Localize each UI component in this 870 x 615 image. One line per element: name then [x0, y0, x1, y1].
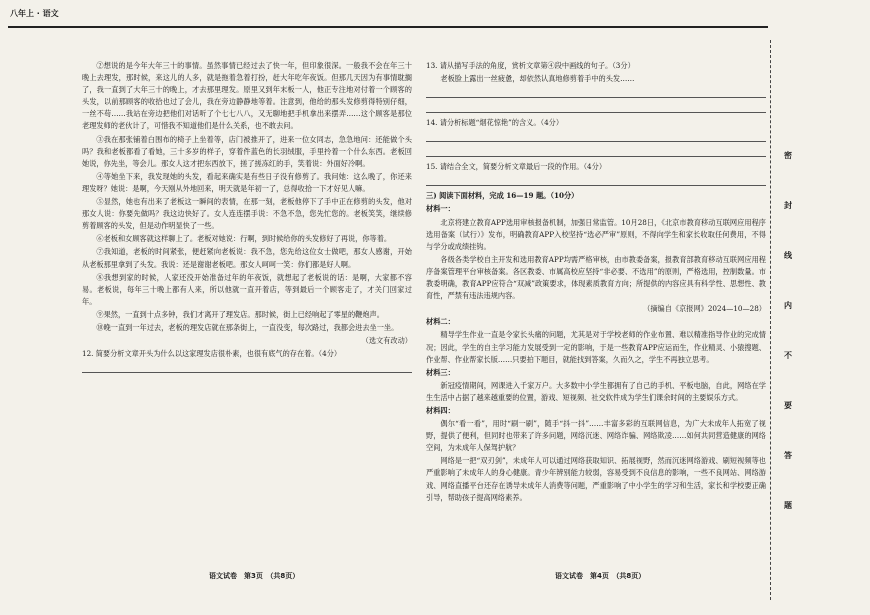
- answer-line[interactable]: [426, 87, 766, 98]
- material-3-para: 新冠疫情期间，网课进入千家万户。大多数中小学生都拥有了自己的手机、平板电脑，自此，网络在学生生活中占据了越来越重要的位置，游戏、短视频、社交软件成为学生们课余时间的主要娱乐方式。: [426, 380, 766, 402]
- seal-char: 不: [784, 351, 792, 360]
- page-number-right: 语文试卷 第4页 （共8页）: [555, 572, 646, 580]
- paragraph-9: ⑨果然，一直到十点多钟，我们才离开了理发店。那时候，街上已经响起了零星的鞭炮声。: [96, 309, 384, 319]
- material-3-title: 材料三：: [426, 367, 455, 377]
- material-1-para: 各级各类学校自主开发和选用教育APP均需严格审核，由市教委备案，报教育部教育移动互联网应用程序备案管理平台审核备案。各区教委、市属高校应坚持“非必要、不选用”的原则，严格选用，控制数量。市教委明确，教育APP应符合“双减”政策要求，体现素质教育方向；所提供的内容应具有科学性、思想性、教育性，严禁有违法违规内容。: [426, 254, 766, 301]
- seal-char: 密: [784, 151, 792, 160]
- seal-char: 题: [784, 501, 792, 510]
- answer-line[interactable]: [82, 362, 412, 373]
- paragraph-3: ③我在那张铺着白围布的椅子上坐着等，店门被推开了，进来一位女同志，急急地问：还能做个头吗？我和老板都看了看她，三十多岁的样子，穿着件蓝色的长羽绒服，手里拎着一个什么东西。老板回她说，你先坐，等会儿。那女人这才把东西放下，搓了搓冻红的手，笑着说：外面好冷啊。: [82, 134, 412, 168]
- seal-char: 线: [784, 251, 792, 260]
- section-3-heading: 三) 阅读下面材料，完成 16—19 题。（10分）: [426, 191, 579, 201]
- question-14: 14. 请分析标题“烟花惊艳”的含义。（4分）: [426, 118, 564, 128]
- paragraph-4: ④等她坐下来，我发现她的头发，看起来确实是有些日子没有修剪了。我问她：这么晚了，你还来理发呀？她说：是啊，今天刚从外地回来，明天就是年初一了，总得收拾一下才好见人嘛。: [82, 171, 412, 193]
- left-column: [82, 60, 412, 550]
- question-15: 15. 请结合全文，简要分析文章最后一段的作用。（4分）: [426, 162, 607, 172]
- seal-char: 答: [784, 451, 792, 460]
- paragraph-6: ⑥老板和女顾客就这样聊上了。老板对她说：行啊，到时候给你的头发修好了再说，你等着。: [96, 234, 392, 244]
- material-1-title: 材料一：: [426, 204, 455, 214]
- material-1-source: （摘编自《京报网》2024—10—28）: [643, 304, 766, 314]
- question-12: 12. 简要分析文章开头为什么以这家理发店很朴素，也很有底气的存在着。（4分）: [82, 349, 342, 359]
- paragraph-8: ⑧我想到家的时候，人家还没开始准备过年的年夜饭，就想起了老板说的话：是啊，大家都不容易。老板说，每年三十晚上都有人来，所以他就一直开着店，等到最后一个顾客走了，才关门回家过年。: [82, 272, 412, 306]
- seal-char: 要: [784, 401, 792, 410]
- binding-line: [770, 40, 771, 600]
- page-header: 八年上 · 语文: [10, 9, 59, 18]
- material-4-title: 材料四：: [426, 405, 455, 415]
- material-4-para: 偶尔“看一看”，用时“刷一刷”，随手“抖一抖”……丰富多彩的互联网信息，为广大未成年人拓宽了视野，提供了便利，但同时也带来了许多问题，网络沉迷、网络诈骗、网络欺凌……如何共同营造健康的网络空间，为未成年人保驾护航？: [426, 419, 766, 453]
- seal-char: 内: [784, 301, 792, 310]
- answer-line[interactable]: [426, 131, 766, 142]
- page-number-left: 语文试卷 第3页 （共8页）: [209, 572, 300, 580]
- paragraph-5: ⑤显然，她也有出来了老板这一瞬间的表情，在那一刻，老板他停下了手中正在修剪的头发，他对那女人说：你要先做吗？我这边快好了。女人连连摆手说：不急不急，您先忙您的。老板笑笑，继续修剪着顾客的头发，但是动作明显快了一些。: [82, 197, 412, 231]
- paragraph-7: ⑦我知道，老板的时间紧张，便赶紧向老板说：我不急，您先给这位女士做吧，那女人感谢，开始从老板那里拿到了头发。我说：还是谢谢老板吧。那女人呵呵一笑：你们都是好人啊。: [82, 247, 412, 269]
- paragraph-10: ⑩晚一直到一年过去，老板的理发店就在那条街上，一直没变，每次路过，我都会进去坐一坐。: [96, 322, 399, 332]
- question-13: 13. 请从描写手法的角度，赏析文章第④段中画线的句子。（3分）: [426, 61, 635, 70]
- material-2-title: 材料二：: [426, 317, 455, 327]
- paragraph-2: ②想说的是今年大年三十的事情。虽然事情已经过去了快一年，但印象很深。一般我不会在年三十晚上去理发，那时候，来这儿的人多，就是拖着急着打扮，赶大年吃年夜饭。但那几天因为有事情耽搁了，我一直到了大年三十的晚上，才去那里理发。原里又到年末板一人，他正专注地对付着一个顾客的头发，以前那顾客的收拾也过了会儿，我在旁边静静地等着。注意到，他给的那头发修剪得特别仔细，一丝不苟……我站在旁边把他们对话听了个七七八八，又无聊地把手机拿出来摆弄……这个顾客是那位老理发师的老伙计了，可惜我不知道他们是什么关系，也不敢去问。: [82, 61, 412, 131]
- material-4-para: 网络是一把“双刃剑”，未成年人可以通过网络获取知识、拓展视野，然而沉迷网络游戏、刷短视频等也严重影响了未成年人的身心健康。青少年辨别能力较弱，容易受到不良信息的影响，一些不良网站、网络游戏、网络直播平台还存在诱导未成年人消费等问题，严重影响了中小学生的学习和生活，家长和学校要正确引导，帮助孩子提高网络素养。: [426, 456, 766, 502]
- answer-line[interactable]: [426, 102, 766, 113]
- seal-char: 封: [784, 201, 792, 210]
- question-13-quote: 老板脸上露出一丝疲惫，却依然认真地修剪着手中的头发……: [440, 74, 635, 84]
- answer-line[interactable]: [426, 146, 766, 157]
- material-1-para: 北京将建立教育APP选用审核报备机制，加强日常监管。10月28日，《北京市教育移动互联网应用程序选用备案（试行）》发布，明确教育APP入校坚持“选必严审”原则，不得向学生和家长收取任何费用，不得与学分或成绩挂钩。: [426, 217, 766, 251]
- seal-text: [778, 150, 798, 550]
- material-2-para: 精导学生作业一直是令家长头痛的问题，尤其是对于学校老师的作业布置、难以精准指导作业的完成情况；因此，学生的自主学习能力发展受到一定的影响，于是一些教育APP应运而生，作业精灵、小猿搜题、作业帮、作业帮家长版……只要拍下题目，就能找到答案，久而久之，学生不再独立思考。: [426, 330, 766, 364]
- answer-line[interactable]: [426, 175, 766, 186]
- source-note: （选文有改动）: [361, 336, 412, 346]
- header-rule: [8, 26, 768, 28]
- right-column: [426, 60, 766, 570]
